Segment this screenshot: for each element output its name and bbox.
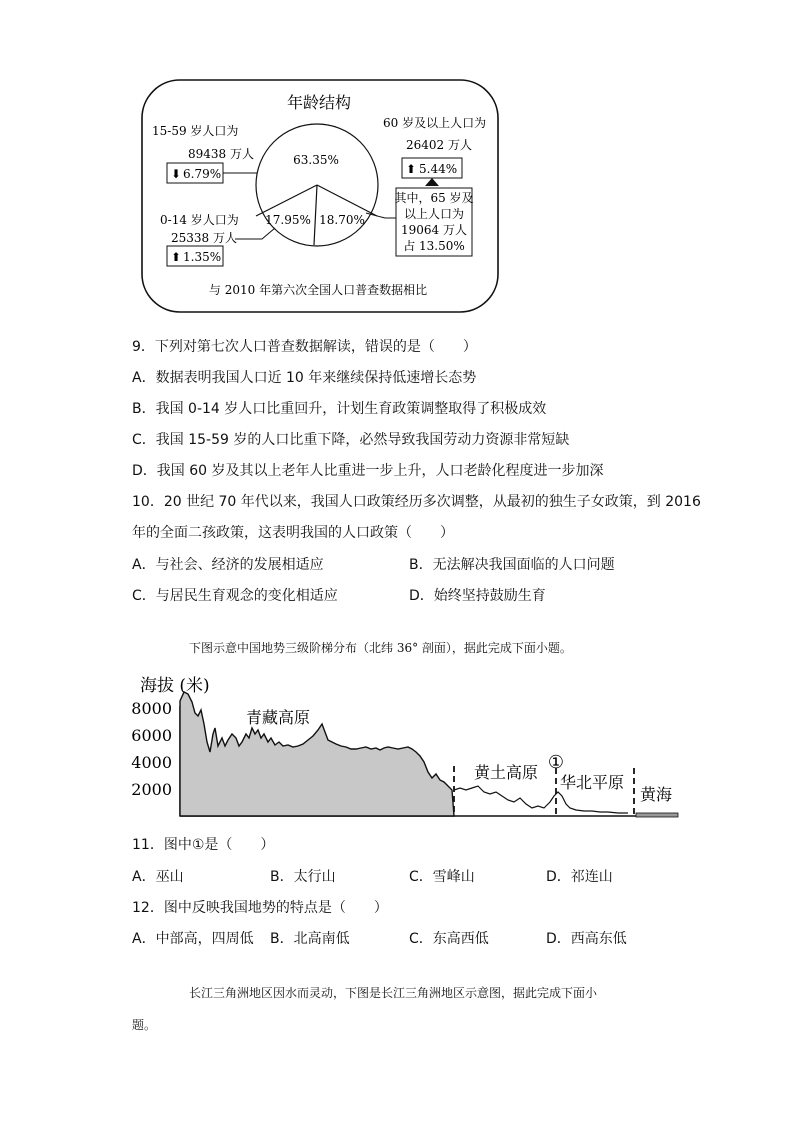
question-12-option-d: D．西高东低 <box>546 931 627 947</box>
age-65-plus-line: 19064 万人 <box>401 223 467 237</box>
slice-label-15-59: 63.35% <box>293 153 339 167</box>
age-0-14-change: 1.35% <box>183 250 222 264</box>
question-9-option-d: D．我国 60 岁及其以上老年人比重进一步上升，人口老龄化程度进一步加深 <box>132 463 604 479</box>
y-tick-label: 8000 <box>131 699 172 718</box>
slice-label-0-14: 17.95% <box>265 213 311 227</box>
pie-divider <box>256 185 317 216</box>
terrain-profile <box>128 668 684 826</box>
marker-1: ① <box>547 752 565 773</box>
age-60-plus-count: 26402 万人 <box>406 138 472 152</box>
y-tick-label: 2000 <box>131 780 172 799</box>
question-12-stem: 12．图中反映我国地势的特点是（ ） <box>132 900 388 916</box>
question-11-stem: 11．图中①是（ ） <box>132 837 275 853</box>
age-65-plus-line: 其中，65 岁及 <box>394 191 474 205</box>
question-10-stem: 10．20 世纪 70 年代以来，我国人口政策经历多次调整，从最初的独生子女政策，到 2016 <box>132 494 701 510</box>
question-10-stem-cont: 年的全面二孩政策，这表明我国的人口政策（ ） <box>132 525 454 541</box>
question-9-option-c: C．我国 15-59 岁的人口比重下降，必然导致我国劳动力资源非常短缺 <box>132 432 570 448</box>
qingzang-profile-fill <box>180 692 454 816</box>
age-65-plus-line: 以上人口为 <box>403 207 465 221</box>
leader-line <box>235 228 275 239</box>
age-15-59-label: 15-59 岁人口为 <box>152 124 239 138</box>
region-label-huanghai: 黄海 <box>640 785 673 804</box>
question-11-option-d: D．祁连山 <box>546 869 613 885</box>
question-9-stem: 9．下列对第七次人口普查数据解读，错误的是（ ） <box>132 339 477 355</box>
question-12-option-b: B．北高南低 <box>270 931 350 947</box>
intro-terrain: 下图示意中国地势三级阶梯分布（北纬 36° 剖面），据此完成下面小题。 <box>189 641 572 655</box>
y-tick-label: 6000 <box>131 726 172 745</box>
question-9-option-b: B．我国 0-14 岁人口比重回升，计划生育政策调整取得了积极成效 <box>132 401 547 417</box>
intro-yangtze-cont: 题。 <box>132 1018 157 1032</box>
intro-yangtze: 长江三角洲地区因水而灵动，下图是长江三角洲地区示意图，据此完成下面小 <box>189 986 598 1000</box>
question-11-option-b: B．太行山 <box>270 869 336 885</box>
age-60-plus-label: 60 岁及以上人口为 <box>383 116 487 130</box>
age-60-plus-change: 5.44% <box>419 162 458 176</box>
question-11-option-a: A．巫山 <box>132 869 184 885</box>
question-10-option-c: C．与居民生育观念的变化相适应 <box>132 588 338 604</box>
sea-surface <box>636 813 678 817</box>
figure-footer: 与 2010 年第六次全国人口普查数据相比 <box>208 283 428 297</box>
question-11-option-c: C．雪峰山 <box>409 869 475 885</box>
question-12-option-c: C．东高西低 <box>409 931 489 947</box>
question-9-option-a: A．数据表明我国人口近 10 年来继续保持低速增长态势 <box>132 370 477 386</box>
age-15-59-change: 6.79% <box>183 167 222 181</box>
age-0-14-count: 25338 万人 <box>171 231 237 245</box>
question-10-option-a: A．与社会、经济的发展相适应 <box>132 557 324 573</box>
question-10-option-d: D．始终坚持鼓励生育 <box>409 588 546 604</box>
pie-title: 年龄结构 <box>286 93 352 112</box>
down-arrow-icon: ⬇ <box>171 167 182 181</box>
age-65-plus-line: 占 13.50% <box>403 239 465 253</box>
region-label-huabei: 华北平原 <box>560 773 625 792</box>
y-tick-label: 4000 <box>131 753 172 772</box>
region-label-huangtu: 黄土高原 <box>474 763 539 782</box>
region-label-qingzang: 青藏高原 <box>246 708 311 727</box>
question-10-option-b: B．无法解决我国面临的人口问题 <box>409 557 615 573</box>
up-arrow-icon: ⬆ <box>171 250 182 264</box>
pointer-triangle-icon <box>425 178 439 186</box>
pie-divider <box>314 185 317 245</box>
profile-y-axis-label: 海拔 (米) <box>140 676 210 696</box>
age-15-59-count: 89438 万人 <box>188 147 254 161</box>
question-12-option-a: A．中部高，四周低 <box>132 931 254 947</box>
slice-label-60-plus: 18.70% <box>319 213 365 227</box>
age-structure-figure <box>140 78 500 314</box>
age-0-14-label: 0-14 岁人口为 <box>160 213 239 227</box>
up-arrow-icon: ⬆ <box>406 162 417 176</box>
pie-divider <box>317 185 377 216</box>
